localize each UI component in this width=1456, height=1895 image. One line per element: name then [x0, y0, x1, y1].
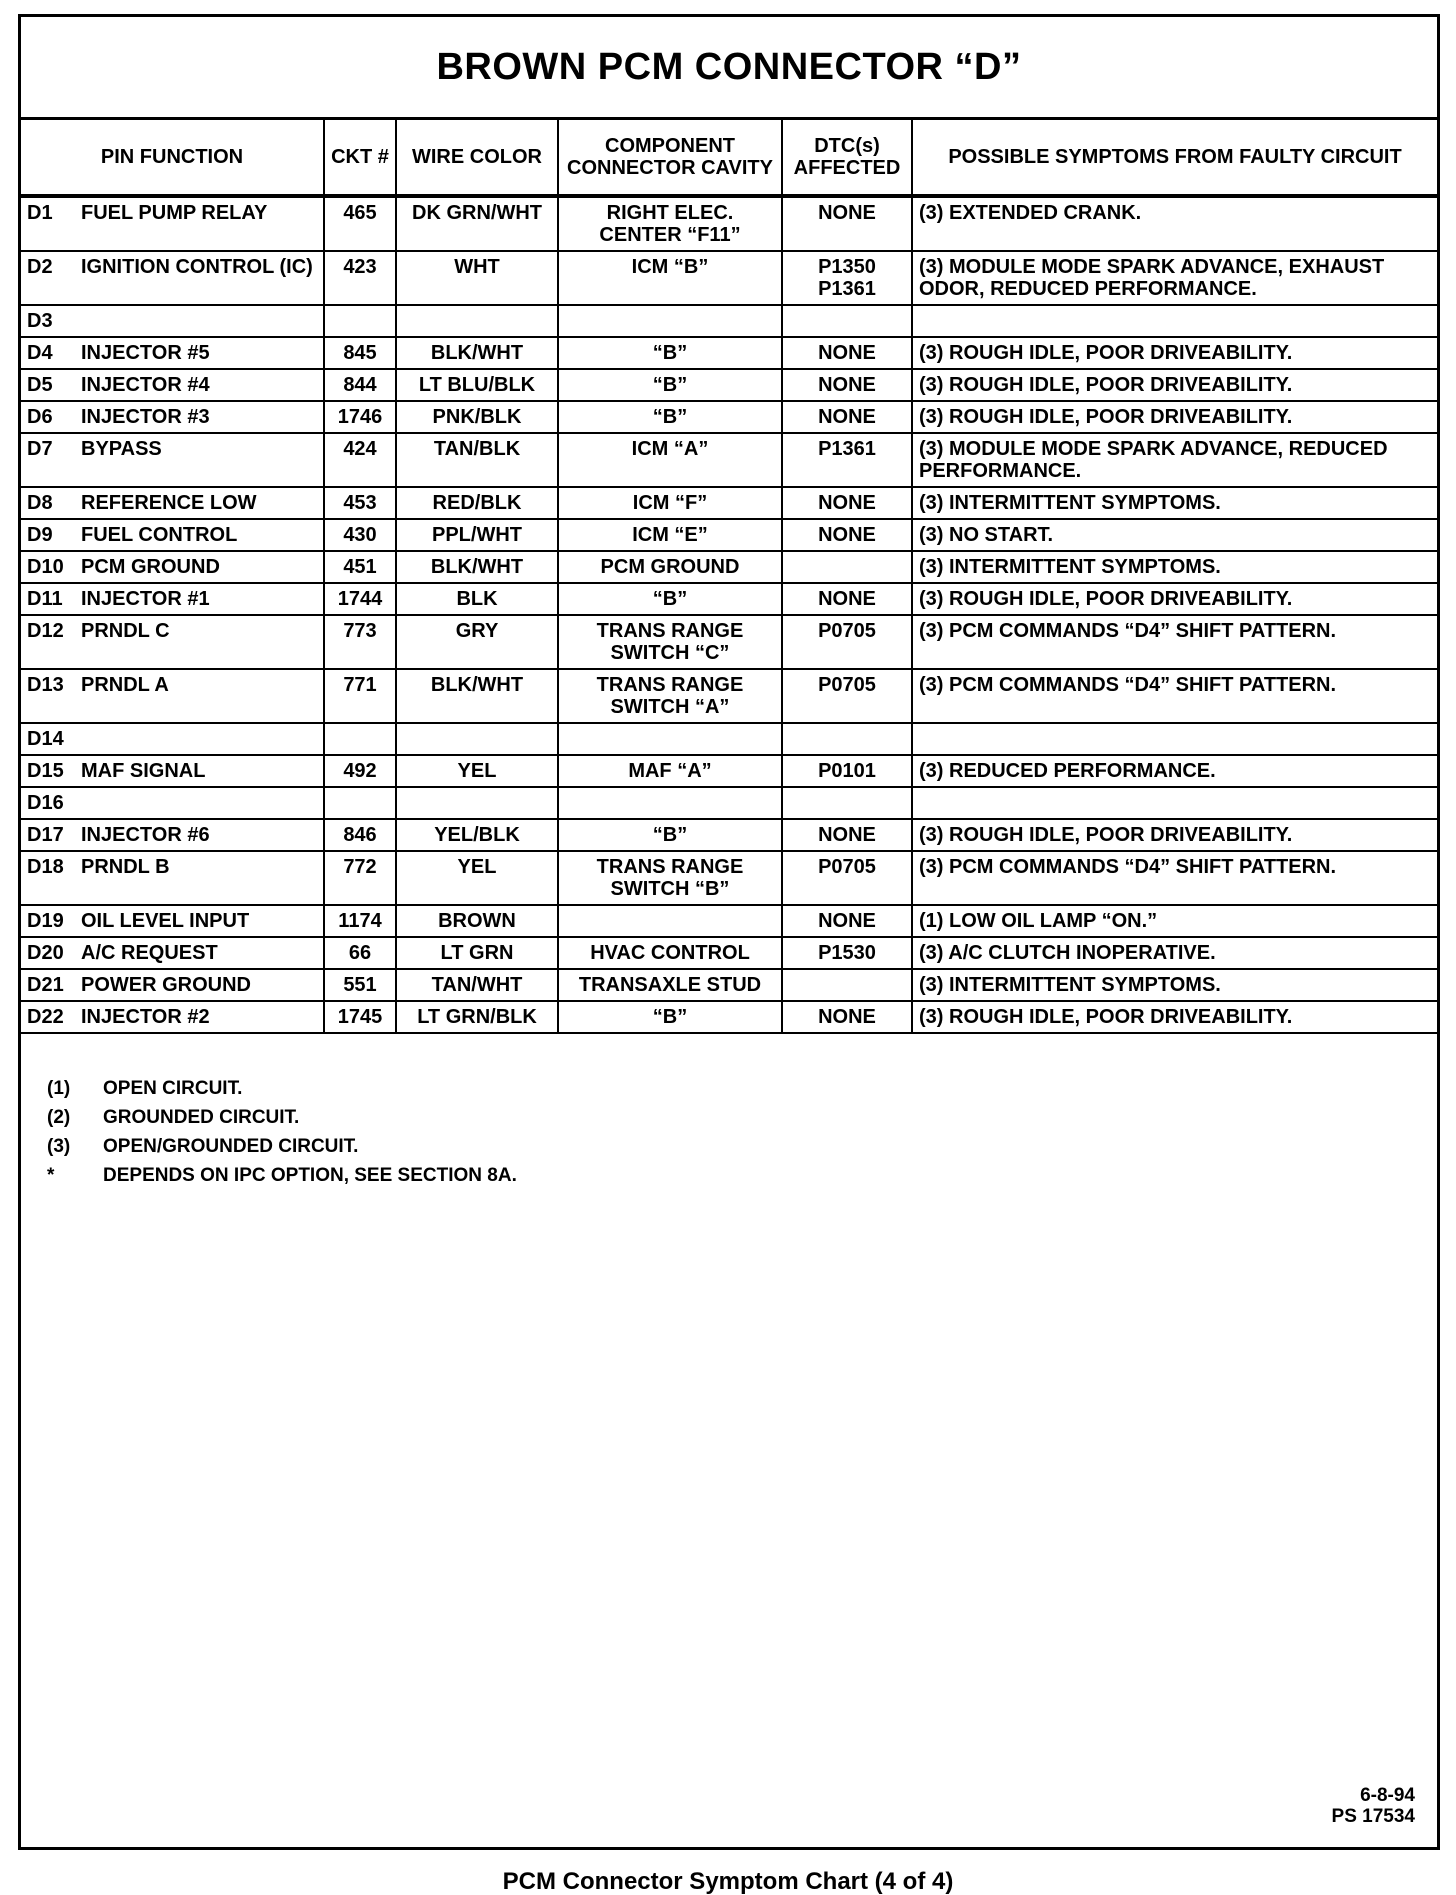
symptom-cell: (3) ROUGH IDLE, POOR DRIVEABILITY. [912, 369, 1437, 401]
wire-color-cell: PPL/WHT [396, 519, 558, 551]
pin-number: D21 [27, 974, 64, 996]
pin-function-name: INJECTOR #4 [81, 374, 210, 396]
header-dtc: DTC(s) AFFECTED [782, 120, 912, 196]
table-row [21, 615, 1437, 669]
dtc-cell: NONE [782, 487, 912, 519]
ckt-cell [324, 787, 396, 819]
symptom-cell: (3) REDUCED PERFORMANCE. [912, 755, 1437, 787]
pin-function-cell [21, 937, 324, 969]
pin-function-cell [21, 819, 324, 851]
ckt-cell: 465 [324, 196, 396, 251]
legend-text: DEPENDS ON IPC OPTION, SEE SECTION 8A. [103, 1165, 517, 1186]
table-row [21, 433, 1437, 487]
pin-function-name: A/C REQUEST [81, 942, 218, 964]
header-pin-function: PIN FUNCTION [21, 120, 324, 196]
pin-function-cell [21, 401, 324, 433]
symptom-cell: (3) NO START. [912, 519, 1437, 551]
cavity-cell: RIGHT ELEC. CENTER “F11” [558, 196, 782, 251]
pin-number: D10 [27, 556, 64, 578]
table-row [21, 337, 1437, 369]
pin-function-name: REFERENCE LOW [81, 492, 257, 514]
pin-function-name: PRNDL B [81, 856, 170, 878]
header-ckt: CKT # [324, 120, 396, 196]
dtc-cell [782, 305, 912, 337]
symptom-cell: (3) ROUGH IDLE, POOR DRIVEABILITY. [912, 1001, 1437, 1033]
symptom-cell: (3) ROUGH IDLE, POOR DRIVEABILITY. [912, 401, 1437, 433]
legend-item [47, 1132, 1437, 1161]
pin-number: D2 [27, 256, 53, 278]
pin-function-cell [21, 969, 324, 1001]
pin-function-cell [21, 755, 324, 787]
symptom-cell [912, 723, 1437, 755]
pin-function-cell [21, 487, 324, 519]
table-row [21, 519, 1437, 551]
pin-number: D9 [27, 524, 53, 546]
symptom-cell: (3) INTERMITTENT SYMPTOMS. [912, 487, 1437, 519]
cavity-cell [558, 723, 782, 755]
wire-color-cell: BLK/WHT [396, 551, 558, 583]
pin-number: D4 [27, 342, 53, 364]
wire-color-cell: YEL [396, 755, 558, 787]
wire-color-cell: TAN/BLK [396, 433, 558, 487]
pin-function-name: PCM GROUND [81, 556, 220, 578]
cavity-cell [558, 905, 782, 937]
pin-function-cell [21, 551, 324, 583]
pin-number: D14 [27, 728, 64, 750]
table-row [21, 369, 1437, 401]
pin-number: D12 [27, 620, 64, 642]
symptom-cell: (3) EXTENDED CRANK. [912, 196, 1437, 251]
ckt-cell: 844 [324, 369, 396, 401]
ckt-cell: 771 [324, 669, 396, 723]
dtc-cell: P1350 P1361 [782, 251, 912, 305]
wire-color-cell: YEL/BLK [396, 819, 558, 851]
legend-item [47, 1161, 1437, 1190]
ckt-cell: 453 [324, 487, 396, 519]
page-title: BROWN PCM CONNECTOR “D” [21, 17, 1437, 120]
dtc-cell: NONE [782, 583, 912, 615]
pin-number: D11 [27, 588, 63, 610]
symptom-cell: (1) LOW OIL LAMP “ON.” [912, 905, 1437, 937]
pin-number: D22 [27, 1006, 64, 1028]
symptom-cell: (3) MODULE MODE SPARK ADVANCE, EXHAUST ODOR, REDUCED PERFORMANCE. [912, 251, 1437, 305]
pin-function-name: FUEL CONTROL [81, 524, 238, 546]
document-stamp [1332, 1785, 1415, 1827]
cavity-cell: “B” [558, 337, 782, 369]
pin-function-name [81, 310, 317, 332]
ckt-cell: 430 [324, 519, 396, 551]
header-symptoms: POSSIBLE SYMPTOMS FROM FAULTY CIRCUIT [912, 120, 1437, 196]
pin-number: D3 [27, 310, 53, 332]
page-footer: PCM Connector Symptom Chart (4 of 4) [502, 1868, 954, 1895]
dtc-cell [782, 723, 912, 755]
table-row [21, 723, 1437, 755]
dtc-cell: P0705 [782, 669, 912, 723]
table-row [21, 787, 1437, 819]
pin-function-name: INJECTOR #6 [81, 824, 210, 846]
wire-color-cell: LT GRN/BLK [396, 1001, 558, 1033]
pin-function-name: INJECTOR #5 [81, 342, 210, 364]
table-row [21, 251, 1437, 305]
symptom-cell: (3) A/C CLUTCH INOPERATIVE. [912, 937, 1437, 969]
ckt-cell: 424 [324, 433, 396, 487]
dtc-cell: NONE [782, 369, 912, 401]
pin-table [21, 120, 1437, 1034]
table-row [21, 401, 1437, 433]
legend-key: (2) [47, 1107, 71, 1128]
pin-function-cell [21, 583, 324, 615]
wire-color-cell: YEL [396, 851, 558, 905]
dtc-cell: NONE [782, 196, 912, 251]
ckt-cell: 773 [324, 615, 396, 669]
dtc-cell [782, 787, 912, 819]
table-row [21, 851, 1437, 905]
pin-number: D6 [27, 406, 53, 428]
pin-function-name: PRNDL A [81, 674, 169, 696]
cavity-cell [558, 787, 782, 819]
wire-color-cell [396, 787, 558, 819]
legend-item [47, 1074, 1437, 1103]
pin-function-cell [21, 787, 324, 819]
table-row [21, 551, 1437, 583]
dtc-cell: NONE [782, 401, 912, 433]
symptom-cell: (3) ROUGH IDLE, POOR DRIVEABILITY. [912, 583, 1437, 615]
pin-function-cell [21, 905, 324, 937]
pin-function-cell [21, 251, 324, 305]
ckt-cell: 1174 [324, 905, 396, 937]
legend-item [47, 1103, 1437, 1132]
cavity-cell: “B” [558, 583, 782, 615]
pin-function-cell [21, 851, 324, 905]
cavity-cell: ICM “B” [558, 251, 782, 305]
pin-function-name: INJECTOR #3 [81, 406, 210, 428]
pin-function-cell [21, 337, 324, 369]
ckt-cell [324, 723, 396, 755]
symptom-cell [912, 305, 1437, 337]
legend-text: OPEN/GROUNDED CIRCUIT. [103, 1136, 359, 1157]
dtc-cell: NONE [782, 519, 912, 551]
cavity-cell: PCM GROUND [558, 551, 782, 583]
pin-number: D18 [27, 856, 64, 878]
table-row [21, 937, 1437, 969]
legend-text: GROUNDED CIRCUIT. [103, 1107, 300, 1128]
ckt-cell: 423 [324, 251, 396, 305]
pin-function-cell [21, 723, 324, 755]
pin-function-cell [21, 305, 324, 337]
header-wire-color: WIRE COLOR [396, 120, 558, 196]
ckt-cell: 1744 [324, 583, 396, 615]
table-row [21, 969, 1437, 1001]
pin-function-name: POWER GROUND [81, 974, 251, 996]
wire-color-cell: PNK/BLK [396, 401, 558, 433]
wire-color-cell: DK GRN/WHT [396, 196, 558, 251]
ckt-cell [324, 305, 396, 337]
wire-color-cell: LT GRN [396, 937, 558, 969]
symptom-cell: (3) ROUGH IDLE, POOR DRIVEABILITY. [912, 337, 1437, 369]
dtc-cell [782, 551, 912, 583]
pin-function-cell [21, 519, 324, 551]
pin-function-name: PRNDL C [81, 620, 170, 642]
cavity-cell: ICM “F” [558, 487, 782, 519]
dtc-cell [782, 969, 912, 1001]
pin-function-cell [21, 669, 324, 723]
pin-number: D5 [27, 374, 53, 396]
table-row [21, 305, 1437, 337]
pin-number: D1 [27, 202, 53, 224]
stamp-date: 6-8-94 [1360, 1785, 1415, 1806]
ckt-cell: 1746 [324, 401, 396, 433]
dtc-cell: P1361 [782, 433, 912, 487]
wire-color-cell: RED/BLK [396, 487, 558, 519]
legend-key: (1) [47, 1078, 71, 1099]
symptom-cell [912, 787, 1437, 819]
ckt-cell: 551 [324, 969, 396, 1001]
header-cavity: COMPONENT CONNECTOR CAVITY [558, 120, 782, 196]
symptom-cell: (3) PCM COMMANDS “D4” SHIFT PATTERN. [912, 851, 1437, 905]
ckt-cell: 1745 [324, 1001, 396, 1033]
cavity-cell: TRANSAXLE STUD [558, 969, 782, 1001]
cavity-cell: TRANS RANGE SWITCH “A” [558, 669, 782, 723]
pin-function-cell [21, 1001, 324, 1033]
cavity-cell: “B” [558, 369, 782, 401]
table-header-row [21, 120, 1437, 196]
pin-function-name: INJECTOR #2 [81, 1006, 210, 1028]
symptom-cell: (3) INTERMITTENT SYMPTOMS. [912, 551, 1437, 583]
pin-function-cell [21, 196, 324, 251]
wire-color-cell: TAN/WHT [396, 969, 558, 1001]
symptom-cell: (3) ROUGH IDLE, POOR DRIVEABILITY. [912, 819, 1437, 851]
ckt-cell: 66 [324, 937, 396, 969]
pin-function-name: IGNITION CONTROL (IC) [81, 256, 313, 278]
table-row [21, 583, 1437, 615]
wire-color-cell: BLK/WHT [396, 337, 558, 369]
legend [47, 1074, 1437, 1190]
pin-function-cell [21, 369, 324, 401]
wire-color-cell: BLK/WHT [396, 669, 558, 723]
pin-number: D13 [27, 674, 64, 696]
dtc-cell: NONE [782, 819, 912, 851]
table-row [21, 819, 1437, 851]
symptom-cell: (3) PCM COMMANDS “D4” SHIFT PATTERN. [912, 615, 1437, 669]
table-row [21, 755, 1437, 787]
symptom-cell: (3) PCM COMMANDS “D4” SHIFT PATTERN. [912, 669, 1437, 723]
dtc-cell: P0101 [782, 755, 912, 787]
cavity-cell: MAF “A” [558, 755, 782, 787]
wire-color-cell: LT BLU/BLK [396, 369, 558, 401]
cavity-cell: ICM “E” [558, 519, 782, 551]
ckt-cell: 451 [324, 551, 396, 583]
ckt-cell: 845 [324, 337, 396, 369]
symptom-cell: (3) MODULE MODE SPARK ADVANCE, REDUCED PERFORMANCE. [912, 433, 1437, 487]
pin-number: D15 [27, 760, 64, 782]
symptom-cell: (3) INTERMITTENT SYMPTOMS. [912, 969, 1437, 1001]
dtc-cell: P0705 [782, 851, 912, 905]
cavity-cell: “B” [558, 1001, 782, 1033]
ckt-cell: 492 [324, 755, 396, 787]
wire-color-cell [396, 723, 558, 755]
pin-number: D20 [27, 942, 64, 964]
legend-key: * [47, 1165, 55, 1186]
dtc-cell: P1530 [782, 937, 912, 969]
chart-sheet [18, 14, 1440, 1850]
cavity-cell: ICM “A” [558, 433, 782, 487]
dtc-cell: P0705 [782, 615, 912, 669]
cavity-cell: HVAC CONTROL [558, 937, 782, 969]
pin-number: D19 [27, 910, 64, 932]
pin-function-cell [21, 433, 324, 487]
pin-function-name: MAF SIGNAL [81, 760, 206, 782]
pin-function-cell [21, 615, 324, 669]
cavity-cell: “B” [558, 819, 782, 851]
dtc-cell: NONE [782, 337, 912, 369]
ckt-cell: 846 [324, 819, 396, 851]
legend-text: OPEN CIRCUIT. [103, 1078, 243, 1099]
wire-color-cell [396, 305, 558, 337]
table-row [21, 487, 1437, 519]
legend-key: (3) [47, 1136, 71, 1157]
dtc-cell: NONE [782, 905, 912, 937]
wire-color-cell: GRY [396, 615, 558, 669]
pin-number: D17 [27, 824, 64, 846]
table-row [21, 905, 1437, 937]
ckt-cell: 772 [324, 851, 396, 905]
table-row [21, 1001, 1437, 1033]
pin-function-name [81, 728, 317, 750]
cavity-cell: “B” [558, 401, 782, 433]
table-row [21, 196, 1437, 251]
pin-function-name: FUEL PUMP RELAY [81, 202, 268, 224]
pin-number: D16 [27, 792, 64, 814]
wire-color-cell: WHT [396, 251, 558, 305]
stamp-code: PS 17534 [1331, 1806, 1415, 1827]
pin-function-name [81, 792, 317, 814]
table-row [21, 669, 1437, 723]
wire-color-cell: BROWN [396, 905, 558, 937]
cavity-cell: TRANS RANGE SWITCH “B” [558, 851, 782, 905]
cavity-cell [558, 305, 782, 337]
pin-number: D7 [27, 438, 53, 460]
pin-number: D8 [27, 492, 53, 514]
pin-function-name: INJECTOR #1 [81, 588, 210, 610]
cavity-cell: TRANS RANGE SWITCH “C” [558, 615, 782, 669]
dtc-cell: NONE [782, 1001, 912, 1033]
wire-color-cell: BLK [396, 583, 558, 615]
pin-function-name: BYPASS [81, 438, 162, 460]
pin-function-name: OIL LEVEL INPUT [81, 910, 250, 932]
